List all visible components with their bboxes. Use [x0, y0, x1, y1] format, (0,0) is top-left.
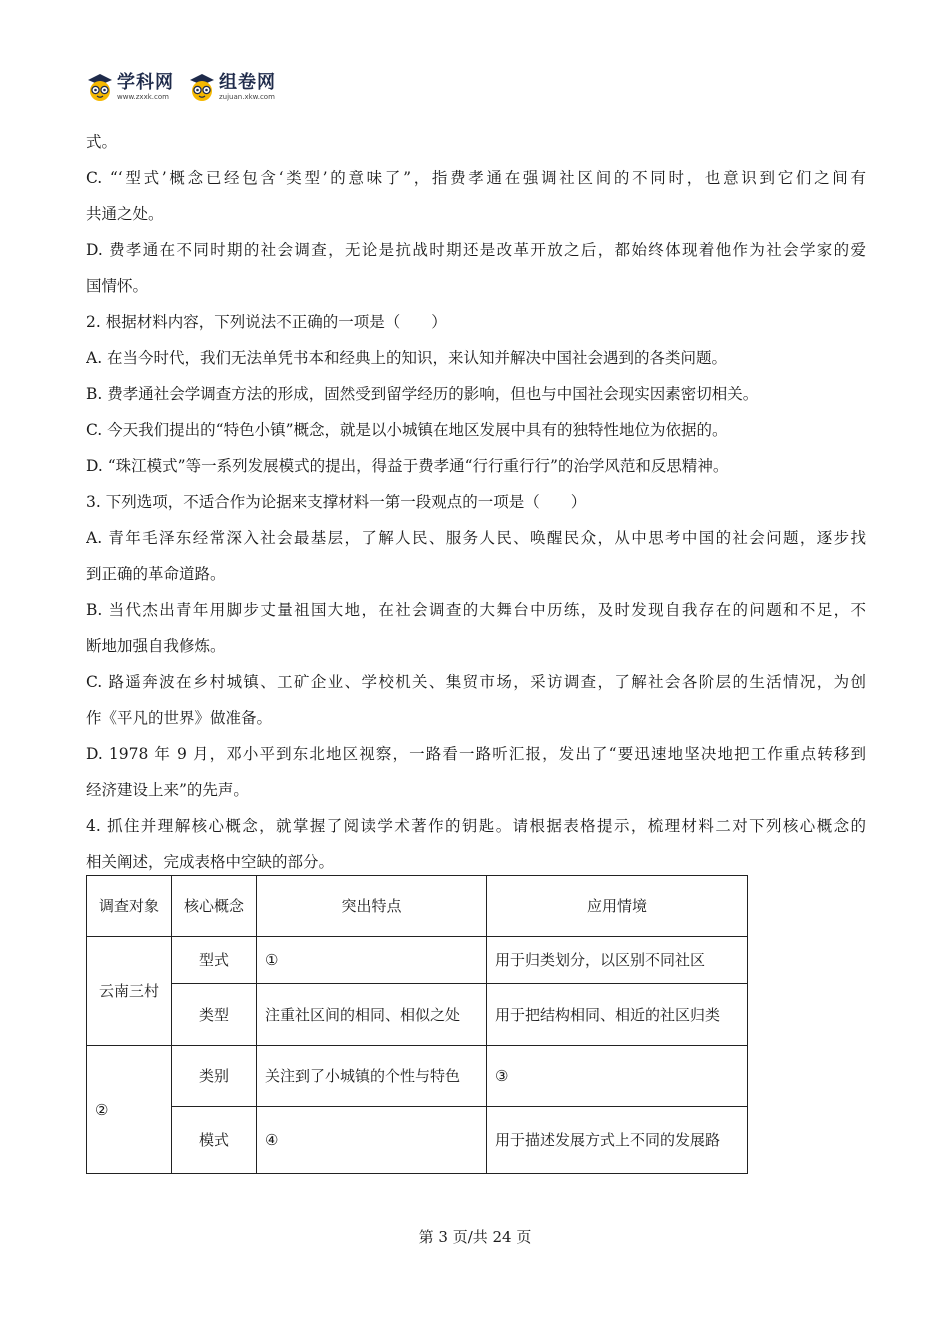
- logo-xueke: [86, 72, 174, 102]
- context-cell: ③: [487, 1046, 748, 1107]
- text-line: 断地加强自我修炼。: [86, 637, 226, 655]
- concept-cell: 型式: [172, 937, 257, 984]
- logo-name: 学科网: [117, 71, 174, 93]
- question-3: 3. 下列选项，不适合作为论据来支撑材料一第一段观点的一项是（ ）: [86, 493, 587, 511]
- context-cell: 用于归类划分，以区别不同社区: [487, 937, 748, 984]
- logo-url: www.zxxk.com: [117, 92, 169, 101]
- text-line: 到正确的革命道路。: [86, 565, 226, 583]
- option-line: C. 路遥奔波在乡村城镇、工矿企业、学校机关、集贸市场，采访调查，了解社会各阶层的生活情况，为创: [86, 673, 866, 691]
- option-line: A. 青年毛泽东经常深入社会最基层，了解人民、服务人民、唤醒民众，从中思考中国的社会问题，逐步找: [86, 529, 866, 547]
- feature-cell: 关注到了小城镇的个性与特色: [257, 1046, 487, 1107]
- text-line: 相关阐述，完成表格中空缺的部分。: [86, 853, 335, 871]
- feature-cell: ④: [257, 1107, 487, 1174]
- context-cell: 用于把结构相同、相近的社区归类: [487, 984, 748, 1046]
- owl-logo-icon: [188, 72, 216, 102]
- logo-zujuan: [188, 72, 276, 102]
- text-line: 经济建设上来”的先声。: [86, 781, 249, 799]
- object-cell: 云南三村: [87, 937, 172, 1046]
- header-concept: 核心概念: [172, 876, 257, 937]
- text-line: 共通之处。: [86, 205, 164, 223]
- text-line: 作《平凡的世界》做准备。: [86, 709, 273, 727]
- concept-cell: 类别: [172, 1046, 257, 1107]
- page-header: [86, 70, 276, 104]
- logo-name: 组卷网: [219, 71, 276, 93]
- feature-cell: 注重社区间的相同、相似之处: [257, 984, 487, 1046]
- concept-cell: 类型: [172, 984, 257, 1046]
- concept-table: [86, 875, 748, 1174]
- page-number: 第 3 页/共 24 页: [418, 1228, 532, 1246]
- header-context: 应用情境: [487, 876, 748, 937]
- option-line: A. 在当今时代，我们无法单凭书本和经典上的知识，来认知并解决中国社会遇到的各类问题。: [86, 349, 728, 367]
- option-line: D. 1978 年 9 月，邓小平到东北地区视察，一路看一路听汇报，发出了“要迅速地坚决地把工作重点转移到: [86, 745, 866, 763]
- feature-cell: ①: [257, 937, 487, 984]
- concept-cell: 模式: [172, 1107, 257, 1174]
- document-body: [86, 124, 866, 880]
- option-line: C. 今天我们提出的“特色小镇”概念，就是以小城镇在地区发展中具有的独特性地位为依据的。: [86, 421, 728, 439]
- question-2: 2. 根据材料内容，下列说法不正确的一项是（ ）: [86, 313, 447, 331]
- option-line: D. “珠江模式”等一系列发展模式的提出，得益于费孝通“行行重行行”的治学风范和反思精神。: [86, 457, 729, 475]
- object-cell: ②: [87, 1046, 172, 1174]
- text-line: D. 费孝通在不同时期的社会调查，无论是抗战时期还是改革开放之后，都始终体现着他作为社会学家的爱: [86, 241, 866, 259]
- question-4: 4. 抓住并理解核心概念，就掌握了阅读学术著作的钥匙。请根据表格提示，梳理材料二对下列核心概念的: [86, 817, 866, 835]
- header-object: 调查对象: [87, 876, 172, 937]
- option-line: B. 费孝通社会学调查方法的形成，固然受到留学经历的影响，但也与中国社会现实因素密切相关。: [86, 385, 759, 403]
- context-cell: 用于描述发展方式上不同的发展路: [487, 1107, 748, 1174]
- logo-url: zujuan.xkw.com: [219, 92, 275, 101]
- text-line: C. “‘型式’概念已经包含‘类型’的意味了”，指费孝通在强调社区间的不同时，也意识到它们之间有: [86, 169, 866, 187]
- owl-logo-icon: [86, 72, 114, 102]
- text-line: 国情怀。: [86, 277, 149, 295]
- header-feature: 突出特点: [257, 876, 487, 937]
- text-line: 式。: [86, 133, 118, 151]
- option-line: B. 当代杰出青年用脚步丈量祖国大地，在社会调查的大舞台中历练，及时发现自我存在的问题和不足，不: [86, 601, 866, 619]
